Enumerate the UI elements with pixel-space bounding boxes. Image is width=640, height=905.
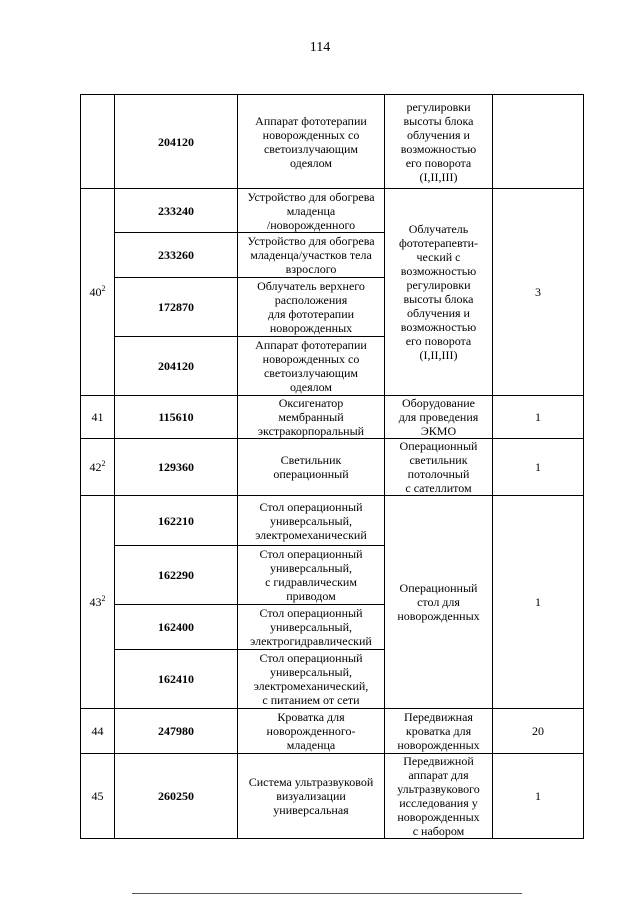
item-name-cell: [238, 233, 385, 278]
table-row: [81, 189, 584, 233]
item-name-cell: [238, 650, 385, 709]
bottom-rule: [132, 893, 522, 894]
item-code: 115610: [115, 396, 238, 439]
equipment-type: Передвижная кроватка для новорожденных: [397, 710, 480, 752]
equipment-type-cell: [385, 709, 493, 754]
table-row: [81, 396, 584, 439]
item-code: 162410: [115, 650, 238, 709]
table-row: [81, 709, 584, 754]
quantity: 1: [493, 754, 584, 839]
row-number: [81, 439, 115, 496]
equipment-type-cell: [385, 439, 493, 496]
item-code: 260250: [115, 754, 238, 839]
item-name-cell: [238, 278, 385, 337]
item-name-cell: [238, 337, 385, 396]
equipment-type-cell: [385, 189, 493, 396]
page-number: 114: [309, 40, 331, 55]
item-name-cell: [238, 754, 385, 839]
row-number-text: 42: [89, 460, 102, 474]
equipment-type-cell: [385, 396, 493, 439]
table-row: [81, 439, 584, 496]
item-name: Аппарат фототерапии новорожденных со светоизлучающим одеялом: [255, 338, 367, 394]
table-row: [81, 754, 584, 839]
equipment-type: регулировки высоты блока облучения и возможностью его поворота (I,II,III): [400, 99, 477, 184]
item-code: 204120: [115, 95, 238, 189]
item-code: 233240: [115, 189, 238, 233]
table-row: [81, 496, 584, 546]
item-name-cell: [238, 605, 385, 650]
item-code: 247980: [115, 709, 238, 754]
equipment-type-cell: [385, 496, 493, 709]
item-name: Стол операционный универсальный, электромеханический: [255, 499, 367, 542]
quantity: 1: [493, 439, 584, 496]
item-name: Оксигенатор мембранный экстракорпоральный: [257, 396, 365, 438]
item-code: 162210: [115, 496, 238, 546]
quantity: [493, 95, 584, 189]
item-name: Светильник операционный: [273, 453, 349, 481]
equipment-type: Передвижной аппарат для ультразвукового исследования у новорожденных с набором: [397, 754, 480, 838]
row-number: [81, 189, 115, 396]
item-name-cell: [238, 546, 385, 605]
row-number-text: 44: [91, 724, 104, 738]
item-name: Стол операционный универсальный, электромеханический, с питанием от сети: [253, 651, 369, 707]
item-name: Система ультразвуковой визуализации универсальная: [248, 775, 374, 817]
item-name: Устройство для обогрева младенца /новорожденного: [247, 189, 375, 232]
item-code: 162290: [115, 546, 238, 605]
row-number-text: 43: [89, 595, 102, 609]
row-number-text: 41: [91, 410, 104, 424]
item-name: Аппарат фототерапии новорожденных со светоизлучающим одеялом: [255, 113, 367, 170]
quantity: 20: [493, 709, 584, 754]
quantity: 1: [493, 396, 584, 439]
row-number: [81, 396, 115, 439]
item-name: Устройство для обогрева младенца/участков тела взрослого: [247, 234, 375, 276]
row-number-superscript: 2: [101, 459, 106, 468]
equipment-table: [80, 94, 584, 839]
item-code: 204120: [115, 337, 238, 396]
row-number-text: 45: [91, 789, 104, 803]
equipment-type: Операционный светильник потолочный с сателлитом: [399, 439, 478, 495]
row-number: [81, 754, 115, 839]
item-name: Стол операционный универсальный, с гидравлическим приводом: [259, 547, 363, 603]
row-number: [81, 496, 115, 709]
equipment-type: Операционный стол для новорожденных: [397, 581, 480, 623]
row-number: [81, 709, 115, 754]
item-name-cell: [238, 496, 385, 546]
item-name-cell: [238, 189, 385, 233]
item-code: 129360: [115, 439, 238, 496]
item-name-cell: [238, 439, 385, 496]
item-code: 162400: [115, 605, 238, 650]
item-code: 233260: [115, 233, 238, 278]
equipment-table-body: [81, 95, 584, 839]
quantity: 1: [493, 496, 584, 709]
equipment-type-cell: [385, 95, 493, 189]
item-name-cell: [238, 709, 385, 754]
row-number-superscript: 2: [101, 284, 106, 293]
item-name: Стол операционный универсальный, электрогидравлический: [250, 606, 372, 648]
item-code: 172870: [115, 278, 238, 337]
equipment-type-cell: [385, 754, 493, 839]
equipment-type: Оборудование для проведения ЭКМО: [398, 396, 479, 438]
row-number-text: 40: [89, 285, 102, 299]
quantity: 3: [493, 189, 584, 396]
row-number-superscript: 2: [101, 594, 106, 603]
equipment-type: Облучатель фототерапевти- ческий с возможностью регулировки высоты блока облучения и возможностью его поворота (I,II,III): [398, 222, 479, 362]
item-name: Кроватка для новорожденного- младенца: [266, 710, 356, 752]
item-name: Облучатель верхнего расположения для фототерапии новорожденных: [257, 279, 365, 335]
item-name-cell: [238, 396, 385, 439]
row-number: [81, 95, 115, 189]
table-row: [81, 95, 584, 189]
item-name-cell: [238, 95, 385, 189]
